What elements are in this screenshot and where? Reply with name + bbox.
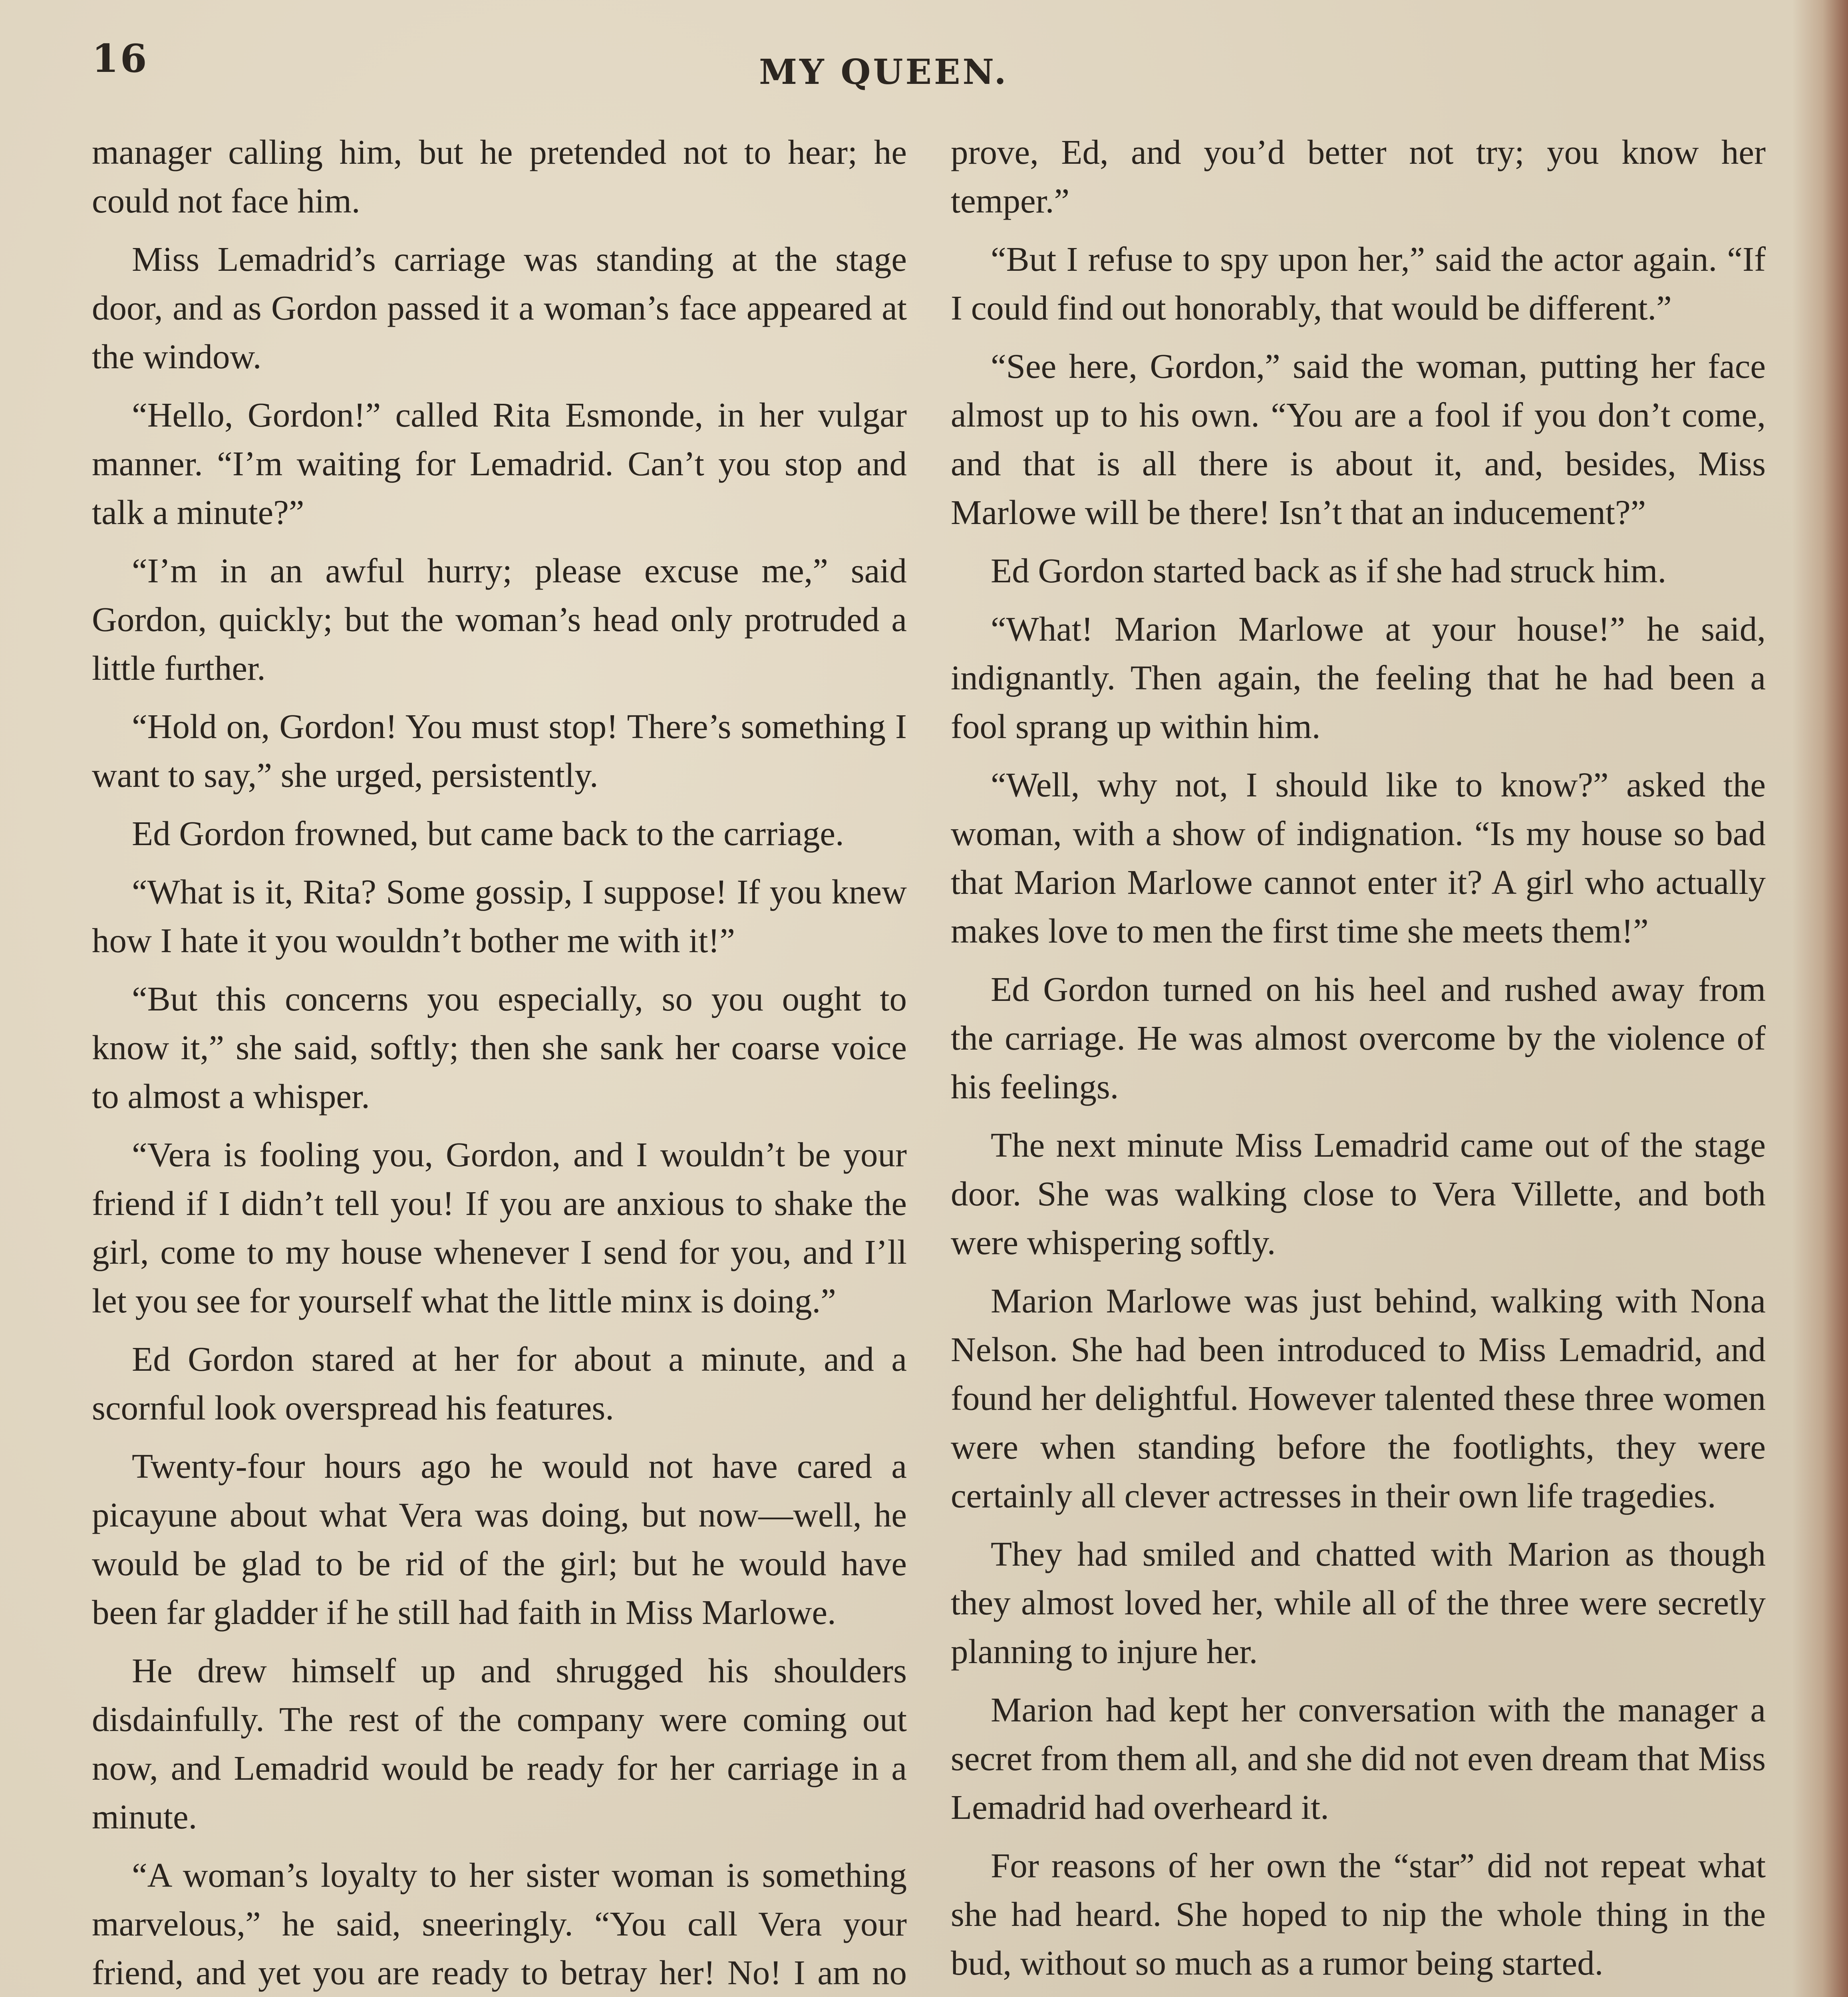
paragraph: “Hello, Gordon!” called Rita Esmonde, in her vulgar manner. “I’m waiting for Lemadrid. Can’t you stop and talk a minute?” [92,395,907,532]
paragraph: Twenty-four hours ago he would not have cared a picayune about what Vera was doing, but now—well, he would be glad to be rid of the girl; but he would have been far gladder if he still had faith in Miss Marlowe. [92,1447,907,1632]
paragraph: Ed Gordon frowned, but came back to the carriage. [132,814,844,853]
paragraph: Ed Gordon started back as if she had struck him. [991,551,1667,590]
paragraph: For reasons of her own the “star” did not repeat what she had heard. She hoped to nip the whole thing in the bud, without so much as a rumor being started. [951,1846,1766,1982]
page-number: 16 [92,36,149,81]
paragraph: “But I refuse to spy upon her,” said the actor again. “If I could find out honorably, that would be different.” [951,240,1766,327]
paragraph: Ed Gordon turned on his heel and rushed away from the carriage. He was almost overcome by the violence of his feelings. [951,970,1766,1106]
paragraph: “A woman’s loyalty to her sister woman is something marvelous,” he said, sneeringly. “You call Vera your friend, and yet you are ready to betray her! No! I am no [92,1856,907,1992]
paragraph: “See here, Gordon,” said the woman, putting her face almost up to his own. “You are a fool if you don’t come, and that is all there is about it, and, besides, Miss Marlowe will be there! Isn’t that an inducement?” [951,347,1766,532]
right-column [951,128,1766,1997]
paragraph: “But this concerns you especially, so you ought to know it,” she said, softly; then she sank her coarse voice to almost a whisper. [92,979,907,1116]
paragraph: The next minute Miss Lemadrid came out of the stage door. She was walking close to Vera Villette, and both were whispering softly. [951,1126,1766,1262]
paragraph: “Well, why not, I should like to know?” asked the woman, with a show of indignation. “Is my house so bad that Marion Marlowe cannot enter it? A girl who actually makes love to men the first time she meets them!” [951,765,1766,950]
paragraph: Marion had kept her conversation with the manager a secret from them all, and she did not even dream that Miss Lemadrid had overheard it. [951,1690,1766,1826]
running-head [0,36,1848,96]
paragraph: They had smiled and chatted with Marion as though they almost loved her, while all of the three were secretly planning to injure her. [951,1534,1766,1671]
paragraph: Ed Gordon stared at her for about a minute, and a scornful look overspread his features. [92,1340,907,1427]
paragraph: “What! Marion Marlowe at your house!” he said, indignantly. Then again, the feeling that he had been a fool sprang up within him. [951,609,1766,746]
paragraph: “Vera is fooling you, Gordon, and I wouldn’t be your friend if I didn’t tell you! If you are anxious to shake the girl, come to my house whenever I send for you, and I’ll let you see for yourself what the little minx is doing.” [92,1135,907,1320]
binding-edge [1792,0,1848,1997]
paragraph: “I’m in an awful hurry; please excuse me,” said Gordon, quickly; but the woman’s head only protruded a little further. [92,551,907,687]
paragraph: Marion Marlowe was just behind, walking with Nona Nelson. She had been introduced to Miss Lemadrid, and found her delightful. However talented these three women were when standing before the footlights, they were certainly all clever actresses in their own life tragedies. [951,1281,1766,1515]
paragraph: prove, Ed, and you’d better not try; you know her temper.” [951,133,1766,220]
paragraph: He drew himself up and shrugged his shoulders disdainfully. The rest of the company were coming out now, and Lemadrid would be ready for her carriage in a minute. [92,1651,907,1836]
paragraph: Miss Lemadrid’s carriage was standing at the stage door, and as Gordon passed it a woman’s face appeared at the window. [92,240,907,376]
left-column [92,128,907,1997]
paragraph: manager calling him, but he pretended not to hear; he could not face him. [92,133,907,220]
magazine-title: MY QUEEN. [759,52,1009,92]
paragraph: “What is it, Rita? Some gossip, I suppose! If you knew how I hate it you wouldn’t bother me with it!” [92,872,907,960]
paragraph: “Hold on, Gordon! You must stop! There’s something I want to say,” she urged, persistently. [92,707,907,794]
